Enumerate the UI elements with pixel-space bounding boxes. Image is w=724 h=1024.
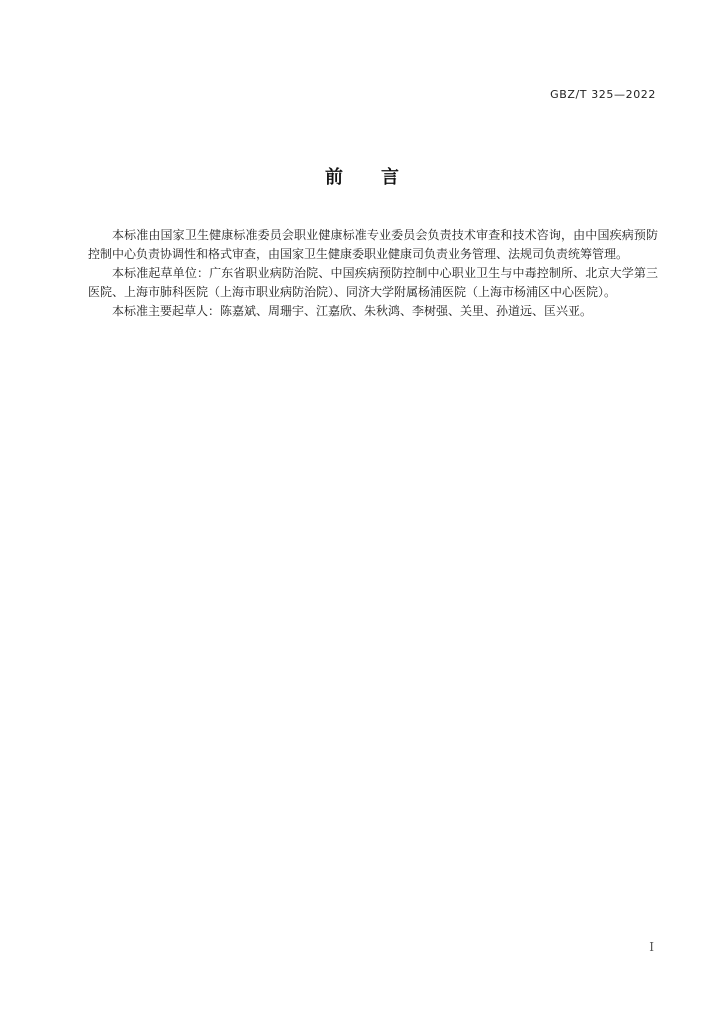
paragraph-drafters: 本标准主要起草人：陈嘉斌、周珊宇、江嘉欣、朱秋鸿、李树强、关里、孙道远、匡兴亚。: [112, 304, 593, 318]
page-number: I: [649, 940, 654, 954]
paragraph-responsibility: 本标准由国家卫生健康标准委员会职业健康标准专业委员会负责技术审查和技术咨询，由中国疾病预防控制中心负责协调性和格式审查，由国家卫生健康委职业健康司负责业务管理、法规司负责统筹管理。: [88, 228, 658, 261]
standard-number: GBZ/T 325—2022: [550, 88, 656, 101]
foreword-body: [88, 226, 658, 321]
paragraph-drafting-units: 本标准起草单位：广东省职业病防治院、中国疾病预防控制中心职业卫生与中毒控制所、北京大学第三医院、上海市肺科医院（上海市职业病防治院）、同济大学附属杨浦医院（上海市杨浦区中心医院）。: [88, 266, 658, 299]
foreword-title-char-2: 言: [381, 167, 399, 188]
foreword-title-char-1: 前: [325, 167, 343, 188]
foreword-title: [0, 163, 724, 189]
